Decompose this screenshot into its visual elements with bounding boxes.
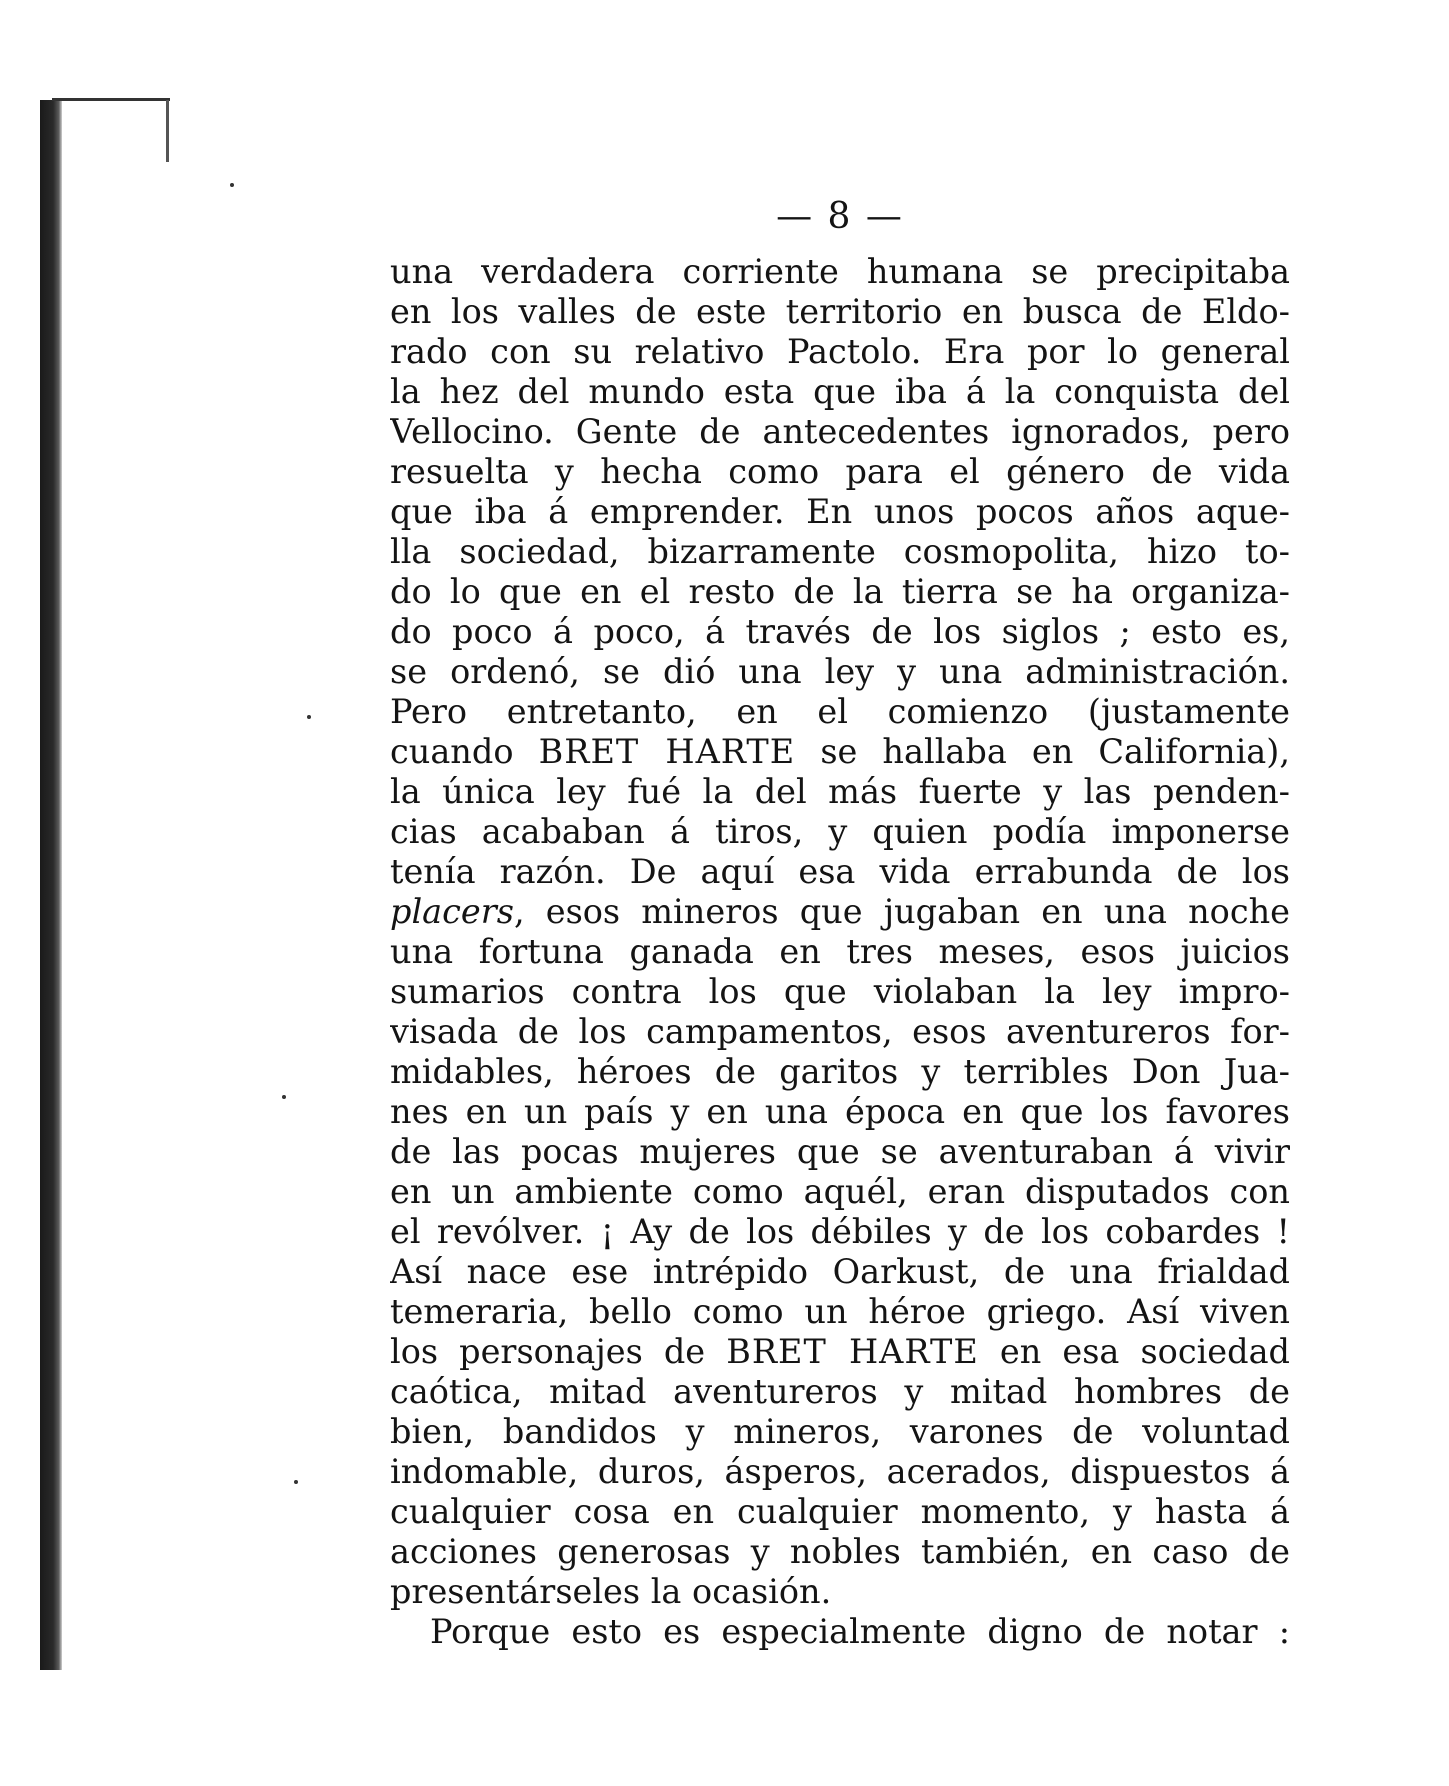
text-run: los personajes de bbox=[390, 1332, 706, 1371]
text-line: lla sociedad, bizarramente cosmopolita, hizo to- bbox=[390, 532, 1290, 571]
text-line: de las pocas mujeres que se aventuraban á vivir bbox=[390, 1132, 1290, 1171]
text-line: tenía razón. De aquí esa vida errabunda de los bbox=[390, 852, 1290, 891]
binding-edge-side bbox=[166, 100, 169, 162]
text-line: en los valles de este territorio en busca de Eldo- bbox=[390, 292, 1290, 331]
text-line bbox=[390, 892, 1290, 932]
text-line: resuelta y hecha como para el género de vida bbox=[390, 452, 1290, 491]
text-line: do lo que en el resto de la tierra se ha organiza- bbox=[390, 572, 1290, 611]
text-line: Así nace ese intrépido Oarkust, de una frialdad bbox=[390, 1252, 1290, 1291]
text-line: una verdadera corriente humana se precipitaba bbox=[390, 252, 1290, 291]
text-line: rado con su relativo Pactolo. Era por lo general bbox=[390, 332, 1290, 371]
text-line: indomable, duros, ásperos, acerados, dispuestos á bbox=[390, 1452, 1290, 1491]
text-line: presentárseles la ocasión. bbox=[390, 1572, 832, 1611]
text-run: , esos mineros que jugaban en una noche bbox=[513, 892, 1290, 931]
text-line: Pero entretanto, en el comienzo (justamente bbox=[390, 692, 1290, 731]
italic-term: placers bbox=[390, 892, 514, 931]
text-line bbox=[390, 732, 1290, 772]
text-line: sumarios contra los que violaban la ley impro- bbox=[390, 972, 1290, 1011]
page-number: — 8 — bbox=[776, 196, 904, 237]
text-line: visada de los campamentos, esos aventureros for- bbox=[390, 1012, 1290, 1051]
text-line: Vellocino. Gente de antecedentes ignorados, pero bbox=[390, 412, 1290, 451]
text-line: la única ley fué la del más fuerte y las penden- bbox=[390, 772, 1290, 811]
text-line: caótica, mitad aventureros y mitad hombres de bbox=[390, 1372, 1290, 1411]
text-line bbox=[390, 1332, 1290, 1372]
author-name: BRET HARTE bbox=[726, 1332, 979, 1371]
text-run: cuando bbox=[390, 732, 514, 771]
binding-edge-top bbox=[52, 98, 170, 101]
speck bbox=[294, 1480, 298, 1484]
speck bbox=[307, 715, 311, 719]
text-line: se ordenó, se dió una ley y una administración. bbox=[390, 652, 1290, 691]
text-run: en esa sociedad bbox=[999, 1332, 1290, 1371]
author-name: BRET HARTE bbox=[538, 732, 796, 771]
text-line: que iba á emprender. En unos pocos años aque- bbox=[390, 492, 1290, 531]
speck bbox=[230, 183, 234, 187]
book-spine-shadow bbox=[40, 100, 62, 1670]
text-line: en un ambiente como aquél, eran disputados con bbox=[390, 1172, 1290, 1211]
text-line: nes en un país y en una época en que los favores bbox=[390, 1092, 1290, 1131]
speck bbox=[282, 1095, 286, 1099]
text-run: se hallaba en California), bbox=[820, 732, 1290, 771]
text-line: una fortuna ganada en tres meses, esos juicios bbox=[390, 932, 1290, 971]
text-line: cias acababan á tiros, y quien podía imponerse bbox=[390, 812, 1290, 851]
text-line: cualquier cosa en cualquier momento, y hasta á bbox=[390, 1492, 1290, 1531]
text-line: temeraria, bello como un héroe griego. Así viven bbox=[390, 1292, 1290, 1331]
text-line: bien, bandidos y mineros, varones de voluntad bbox=[390, 1412, 1290, 1451]
text-line: midables, héroes de garitos y terribles Don Jua- bbox=[390, 1052, 1290, 1091]
text-line: la hez del mundo esta que iba á la conquista del bbox=[390, 372, 1290, 411]
text-line: Porque esto es especialmente digno de notar : bbox=[430, 1612, 1290, 1651]
body-text bbox=[390, 252, 1290, 1652]
text-line: acciones generosas y nobles también, en caso de bbox=[390, 1532, 1290, 1571]
text-line: do poco á poco, á través de los siglos ; esto es, bbox=[390, 612, 1290, 651]
text-line: el revólver. ¡ Ay de los débiles y de los cobardes ! bbox=[390, 1212, 1290, 1251]
